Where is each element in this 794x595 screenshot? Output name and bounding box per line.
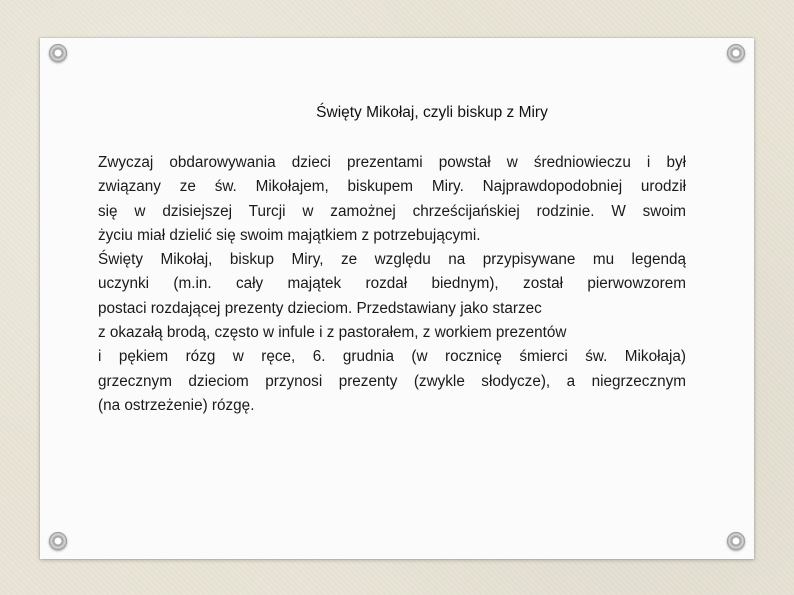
body-line: Zwyczaj obdarowywania dzieci prezentami powstał w średniowieczu i był (98, 154, 686, 171)
body-line: grzecznym dzieciom przynosi prezenty (zwykle słodycze), a niegrzecznym (98, 372, 686, 390)
body-line: z okazałą brodą, często w infule i z pastorałem, z workiem prezentów (98, 324, 567, 342)
body-line: się w dzisiejszej Turcji w zamożnej chrześcijańskiej rodzinie. W swoim (98, 202, 686, 220)
body-line: Święty Mikołaj, biskup Miry, ze względu na przypisywane mu legendą (98, 251, 686, 269)
pushpin-top-left-icon (49, 44, 67, 62)
slide-body-text (98, 151, 686, 418)
slide-card (40, 38, 754, 559)
body-line: uczynki (m.in. cały majątek rozdał biednym), został pierwowzorem (98, 275, 686, 293)
slide-title: Święty Mikołaj, czyli biskup z Miry (316, 104, 548, 121)
pushpin-bottom-left-icon (49, 532, 67, 550)
body-line: i pękiem rózg w ręce, 6. grudnia (w rocznicę śmierci św. Mikołaja) (98, 348, 686, 366)
body-line: życiu miał dzielić się swoim majątkiem z potrzebującymi. (98, 226, 481, 244)
body-line: postaci rozdającej prezenty dzieciom. Przedstawiany jako starzec (98, 299, 542, 317)
pushpin-top-right-icon (727, 44, 745, 62)
body-line: (na ostrzeżenie) rózgę. (98, 396, 255, 414)
pushpin-bottom-right-icon (727, 532, 745, 550)
body-line: związany ze św. Mikołajem, biskupem Miry. Najprawdopodobniej urodził (98, 178, 686, 196)
